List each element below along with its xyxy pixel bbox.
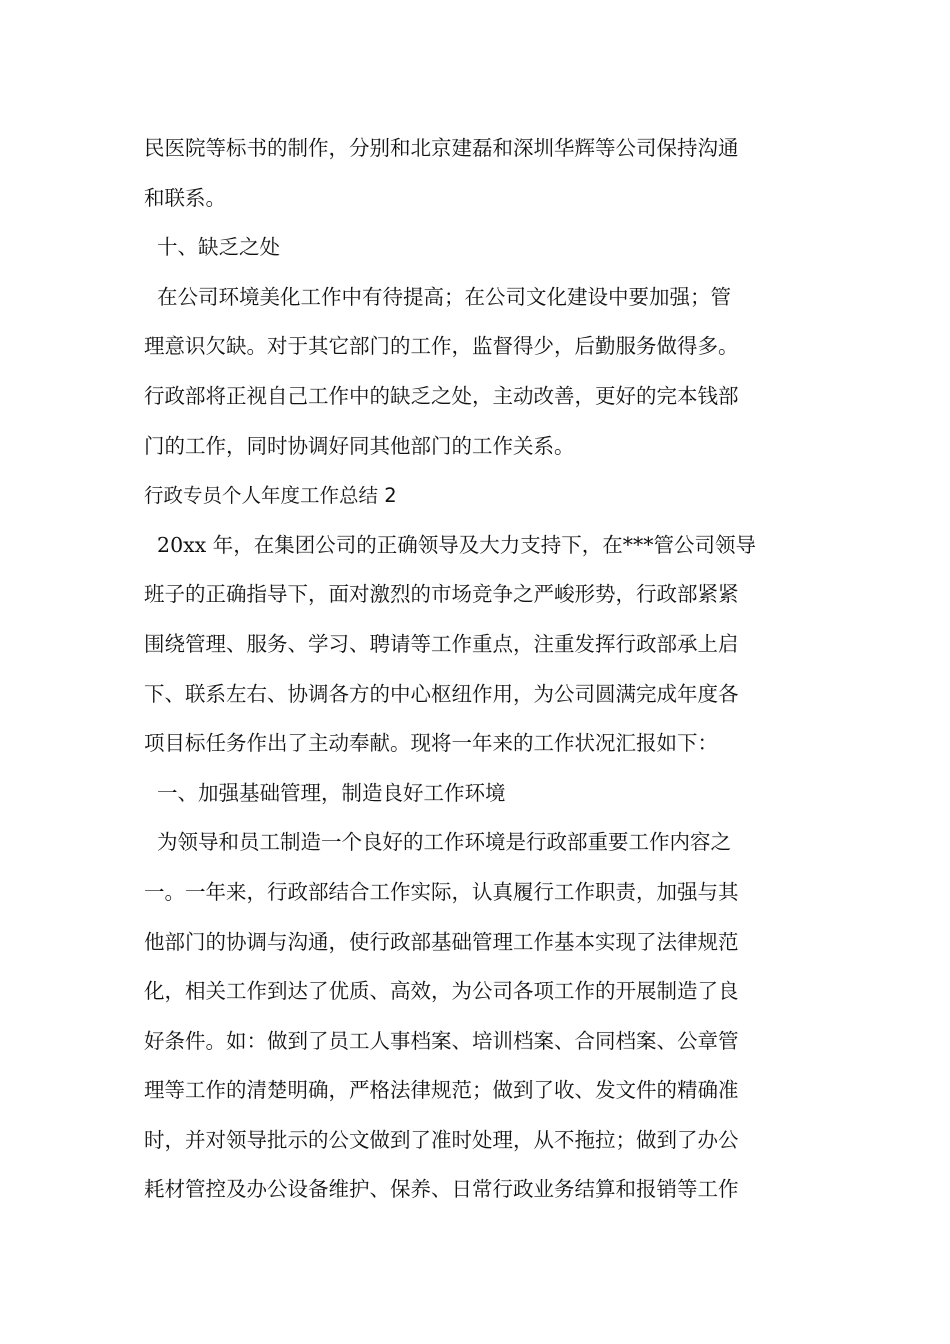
section-heading: 十、缺乏之处 [144,235,281,260]
text-line: 班子的正确指导下，面对激烈的市场竞争之严峻形势，行政部紧紧 [144,582,739,607]
document-page [144,124,808,1215]
text-line: 时，并对领导批示的公文做到了准时处理，从不拖拉；做到了办公 [144,1127,739,1152]
text-line: 20xx 年，在集团公司的正确领导及大力支持下，在***管公司领导 [144,532,757,557]
text-line: 好条件。如：做到了员工人事档案、培训档案、合同档案、公章管 [144,1028,739,1053]
text-line: 门的工作，同时协调好同其他部门的工作关系。 [144,433,575,458]
text-line: 民医院等标书的制作，分别和北京建磊和深圳华辉等公司保持沟通 [144,136,739,160]
text-line: 和联系。 [144,185,226,210]
text-line: 他部门的协调与沟通，使行政部基础管理工作基本实现了法律规范 [144,929,739,954]
text-line: 理意识欠缺。对于其它部门的工作，监督得少，后勤服务做得多。 [144,334,739,359]
text-line: 耗材管控及办公设备维护、保养、日常行政业务结算和报销等工作 [144,1177,739,1202]
text-line: 下、联系左右、协调各方的中心枢纽作用，为公司圆满完成年度各 [144,681,739,706]
section-heading: 一、加强基础管理，制造良好工作环境 [144,780,506,805]
text-line: 化，相关工作到达了优质、高效，为公司各项工作的开展制造了良 [144,979,739,1004]
text-line: 围绕管理、服务、学习、聘请等工作重点，注重发挥行政部承上启 [144,631,739,656]
text-line: 为领导和员工制造一个良好的工作环境是行政部重要工作内容之 [144,830,732,855]
text-line: 一。一年来，行政部结合工作实际，认真履行工作职责，加强与其 [144,879,739,904]
text-line: 项目标任务作出了主动奉献。现将一年来的工作状况汇报如下： [144,731,718,756]
text-line: 理等工作的清楚明确，严格法律规范；做到了收、发文件的精确准 [144,1078,739,1103]
text-line: 行政部将正视自己工作中的缺乏之处，主动改善，更好的完本钱部 [144,383,739,408]
document-title: 行政专员个人年度工作总结 2 [144,484,397,508]
text-line: 在公司环境美化工作中有待提高；在公司文化建设中要加强；管 [144,284,732,309]
